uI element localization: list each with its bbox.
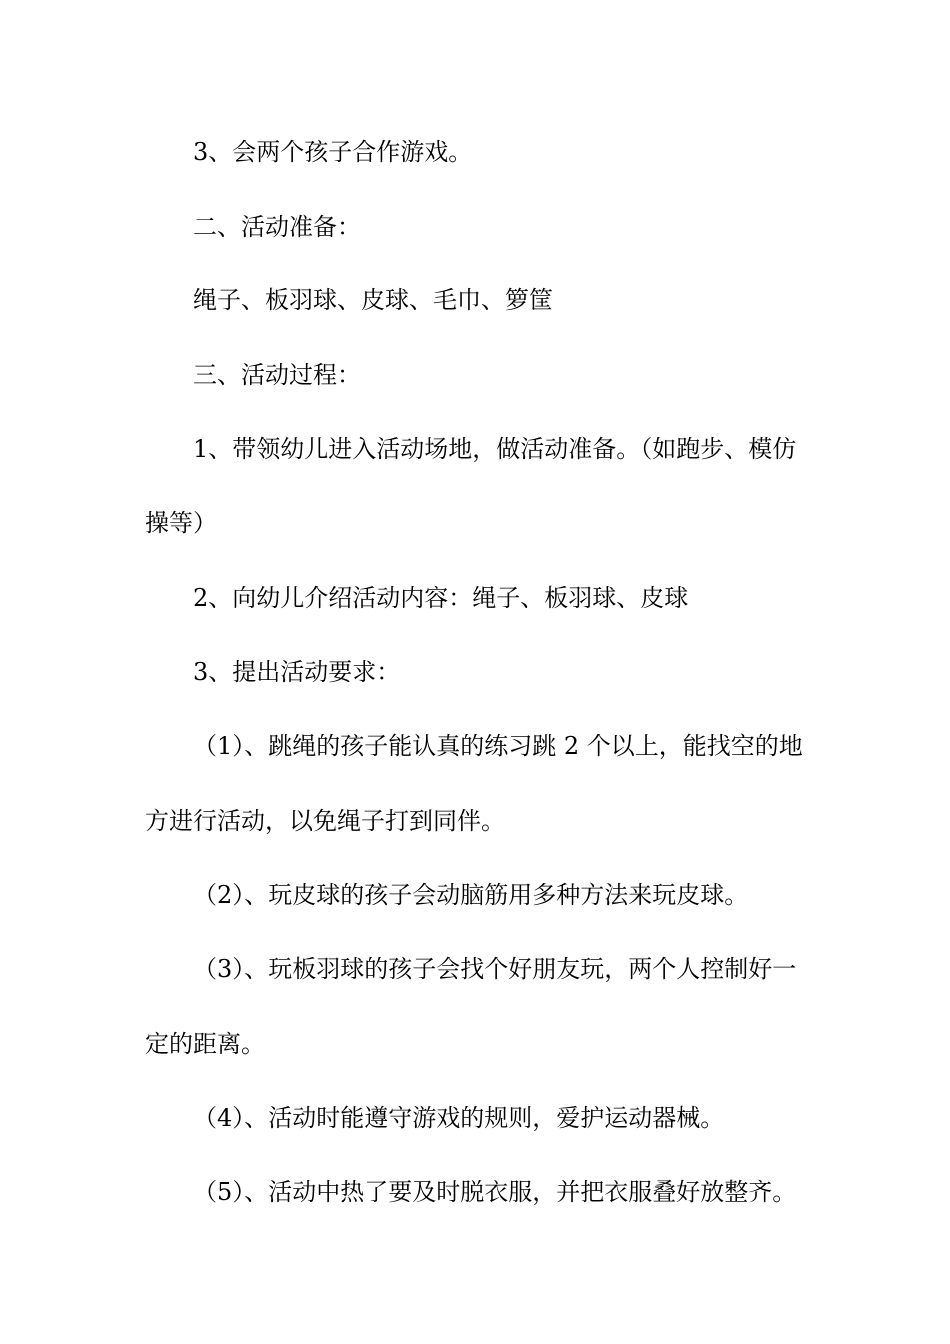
section-heading: 三、活动过程： xyxy=(193,361,361,389)
text-line: 1、带领幼儿进入活动场地，做活动准备。（如跑步、模仿 xyxy=(193,435,797,463)
section-heading: 二、活动准备： xyxy=(193,213,361,241)
text-line: （5）、活动中热了要及时脱衣服，并把衣服叠好放整齐。 xyxy=(193,1178,797,1206)
text-line: （3）、玩板羽球的孩子会找个好朋友玩，两个人控制好一 xyxy=(193,955,797,983)
text-line: 绳子、板羽球、皮球、毛巾、箩筐 xyxy=(193,286,553,314)
text-line: （2）、玩皮球的孩子会动脑筋用多种方法来玩皮球。 xyxy=(193,881,749,909)
text-line: 3、提出活动要求： xyxy=(193,658,401,686)
text-line: 方进行活动，以免绳子打到同伴。 xyxy=(145,807,505,835)
text-line: 定的距离。 xyxy=(145,1030,265,1058)
text-line: 操等） xyxy=(145,509,217,537)
text-line: 3、会两个孩子合作游戏。 xyxy=(193,138,473,166)
text-line: （4）、活动时能遵守游戏的规则，爱护运动器械。 xyxy=(193,1104,725,1132)
text-line: （1）、跳绳的孩子能认真的练习跳 2 个以上，能找空的地 xyxy=(193,732,803,760)
text-line: 2、向幼儿介绍活动内容：绳子、板羽球、皮球 xyxy=(193,584,689,612)
